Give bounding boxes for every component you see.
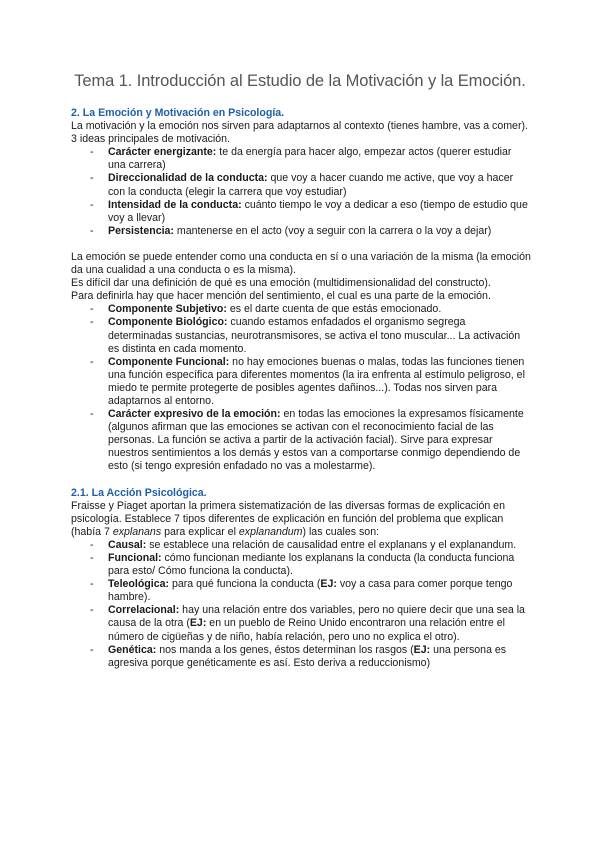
list-item: - Carácter expresivo de la emoción: en todas las emociones la expresamos físicamente (algunos afirman que las emociones se activan con el reconocimiento facial de las personas. La función se activa a partir de la activación facial). Sirve para expresar nuestros sentimientos a los demás y estos van a comportarse conmigo dependiendo de esto (si tengo expresión enfadado no vas a molestarme). bbox=[90, 408, 524, 473]
emotion-components-list bbox=[71, 303, 531, 473]
list-item: - Componente Subjetivo: es el darte cuenta de que estás emocionado. bbox=[90, 303, 442, 316]
document-title: Tema 1. Introducción al Estudio de la Motivación y la Emoción. bbox=[74, 72, 526, 90]
section-2-heading: 2. La Emoción y Motivación en Psicología. bbox=[71, 107, 285, 119]
list-item: - Causal: se establece una relación de causalidad entre el explanans y el explanandum. bbox=[90, 538, 517, 551]
emotion-paragraph-3: Para definirla hay que hacer mención del sentimiento, el cual es una parte de la emoción. bbox=[71, 290, 491, 303]
list-item: - Componente Funcional: no hay emociones buenas o malas, todas las funciones tienen una función específica para diferentes momentos (la ira enfrenta al estímulo peligroso, el miedo te permite protegerte de posibles agentes dañinos...). Todas nos sirven para adaptarnos al entorno. bbox=[90, 355, 525, 407]
list-item: - Carácter energizante: te da energía para hacer algo, empezar actos (querer estudiar una carrera) bbox=[90, 146, 512, 172]
document-body bbox=[71, 107, 531, 670]
emotion-paragraph-2: Es difícil dar una definición de qué es una emoción (multidimensionalidad del constructo). bbox=[71, 277, 491, 290]
section-2-intro: La motivación y la emoción nos sirven para adaptarnos al contexto (tienes hambre, vas a comer). bbox=[71, 120, 528, 133]
list-item: - Direccionalidad de la conducta: que voy a hacer cuando me active, que voy a hacer con la conducta (elegir la carrera que voy estudiar) bbox=[90, 172, 514, 198]
section-2-1-intro: Fraisse y Piaget aportan la primera sistematización de las diversas formas de explicación en psicología. Establece 7 tipos diferentes de explicación en función del problema que explican (había 7 explanans para explicar el explanandum) las cuales son: bbox=[71, 499, 505, 538]
list-item: - Intensidad de la conducta: cuánto tiempo le voy a dedicar a eso (tiempo de estudio que voy a llevar) bbox=[90, 198, 528, 224]
emotion-paragraph-1: La emoción se puede entender como una conducta en sí o una variación de la misma (la emoción da una cualidad a una conducta o es la misma). bbox=[71, 250, 531, 277]
list-item: - Funcional: cómo funcionan mediante los explanans la conducta (la conducta funciona para esto/ Cómo funciona la conducta). bbox=[90, 552, 515, 578]
list-item: - Componente Biológico: cuando estamos enfadados el organismo segrega determinadas sustancias, neurotransmisores, se activa el tono muscular... La activación es distinta en cada momento. bbox=[90, 316, 521, 355]
motivation-ideas-list bbox=[71, 146, 531, 238]
list-item: - Correlacional: hay una relación entre dos variables, pero no quiere decir que una sea la causa de la otra (EJ: en un pueblo de Reino Unido encontraron una relación entre el número de cigüeñas y de niño, había relación, pero uno no explica el otro). bbox=[90, 604, 525, 643]
list-item: - Persistencia: mantenerse en el acto (voy a seguir con la carrera o la voy a dejar) bbox=[90, 224, 492, 237]
ideas-lead: 3 ideas principales de motivación. bbox=[71, 133, 230, 146]
explanation-types-list bbox=[71, 539, 531, 670]
list-item: - Teleológica: para qué funciona la conducta (EJ: voy a casa para comer porque tengo hambre). bbox=[90, 578, 513, 604]
section-2-1-heading: 2.1. La Acción Psicológica. bbox=[71, 486, 207, 499]
list-item: - Genética: nos manda a los genes, éstos determinan los rasgos (EJ: una persona es agresiva porque genéticamente es así. Esto deriva a reduccionismo) bbox=[90, 643, 507, 669]
